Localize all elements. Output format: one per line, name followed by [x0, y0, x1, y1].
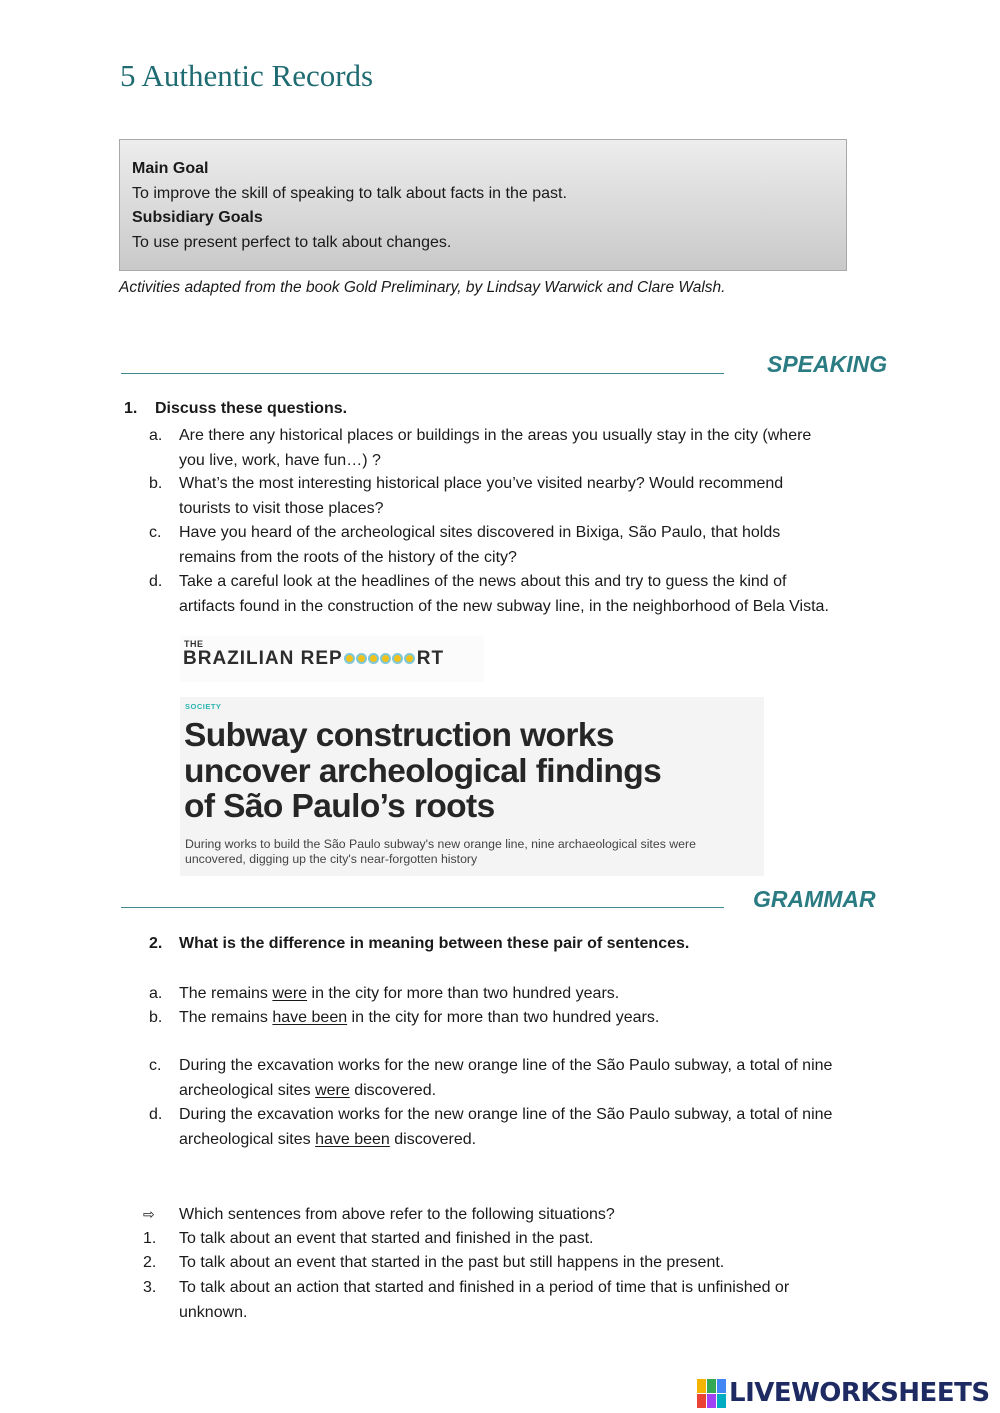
item-label: 1.: [143, 1230, 157, 1247]
goals-box: [119, 139, 847, 271]
subsidiary-goals-heading: Subsidiary Goals: [132, 209, 263, 226]
headline-line: of São Paulo’s roots: [184, 788, 495, 825]
source-credit: Activities adapted from the book Gold Preliminary, by Lindsay Warwick and Clare Walsh.: [119, 279, 726, 296]
item-text-line: To talk about an event that started in the past but still happens in the present.: [179, 1254, 725, 1271]
article-subheading: During works to build the São Paulo subway's new orange line, nine archaeological sites were uncovered, digging up the city's near-forgotten history: [185, 837, 696, 866]
question-2-number: 2.: [149, 935, 163, 952]
item-text-line: remains from the roots of the history of the city?: [179, 548, 517, 566]
logo-the: THE: [184, 639, 204, 649]
headline-line: uncover archeological findings: [184, 752, 662, 790]
item-text-line: archeological sites were discovered.: [179, 1081, 437, 1099]
prompt-text: Which sentences from above refer to the following situations?: [179, 1206, 615, 1223]
item-text-line: you live, work, have fun…) ?: [179, 451, 381, 469]
item-text-line: unknown.: [179, 1303, 248, 1321]
subsidiary-goals-text: To use present perfect to talk about changes.: [132, 233, 452, 251]
main-goal-heading: Main Goal: [132, 160, 209, 177]
item-text-line: tourists to visit those places?: [179, 499, 384, 517]
item-label: 2.: [143, 1254, 157, 1271]
article-headline: [184, 718, 759, 825]
question-1-title: Discuss these questions.: [155, 400, 348, 417]
item-text-line: Take a careful look at the headlines of the news about this and try to guess the kind of: [179, 573, 787, 590]
item-label: 3.: [143, 1279, 157, 1296]
question-1-number: 1.: [124, 400, 138, 417]
grammar-heading: GRAMMAR: [753, 886, 876, 912]
headline-line: Subway construction works: [184, 717, 614, 754]
logo-dots-icon: [344, 648, 416, 670]
logo-name-left: BRAZILIAN REP: [183, 648, 343, 670]
speaking-divider: [121, 373, 724, 374]
verb-underlined: were: [315, 1081, 350, 1099]
item-label: b.: [149, 1009, 163, 1026]
item-text-line: The remains were in the city for more than two hundred years.: [179, 985, 620, 1002]
liveworksheets-icon: [697, 1379, 726, 1408]
grammar-divider: [121, 907, 724, 908]
item-text-line: During the excavation works for the new orange line of the São Paulo subway, a total of nine: [179, 1057, 833, 1074]
item-text-line: What’s the most interesting historical place you’ve visited nearby? Would recommend: [179, 475, 784, 492]
verb-underlined: have been: [272, 1009, 348, 1026]
liveworksheets-wordmark: LIVEWORKSHEETS: [729, 1378, 990, 1408]
question-2-title: What is the difference in meaning between these pair of sentences.: [179, 935, 690, 952]
item-text-line: To talk about an action that started and finished in a period of time that is unfinished or: [179, 1279, 790, 1296]
item-label: c.: [149, 1057, 162, 1074]
verb-underlined: were: [272, 985, 308, 1002]
brazilian-report-logo: [180, 636, 484, 682]
item-text-line: archeological sites have been discovered.: [179, 1130, 477, 1148]
article-clipping: [180, 697, 764, 876]
item-text-line: artifacts found in the construction of the new subway line, in the neighborhood of Bela Vista.: [179, 597, 829, 615]
speaking-heading: SPEAKING: [767, 351, 888, 377]
item-label: b.: [149, 475, 163, 492]
logo-name-right: RT: [416, 648, 445, 670]
arrow-right-icon: ⇨: [143, 1207, 155, 1223]
page-title: 5 Authentic Records: [120, 58, 374, 93]
item-label: c.: [149, 524, 162, 541]
item-text-line: During the excavation works for the new orange line of the São Paulo subway, a total of nine: [179, 1106, 833, 1123]
item-label: a.: [149, 427, 163, 444]
item-text-line: To talk about an event that started and finished in the past.: [179, 1230, 594, 1247]
item-text-line: Are there any historical places or buildings in the areas you usually stay in the city (where: [179, 427, 812, 444]
liveworksheets-logo[interactable]: [697, 1377, 990, 1409]
main-goal-text: To improve the skill of speaking to talk about facts in the past.: [132, 184, 567, 202]
item-text-line: The remains have been in the city for more than two hundred years.: [179, 1009, 660, 1026]
verb-underlined: have been: [315, 1130, 390, 1148]
article-tag: SOCIETY: [185, 702, 222, 711]
item-label: a.: [149, 985, 163, 1002]
item-text-line: Have you heard of the archeological sites discovered in Bixiga, São Paulo, that holds: [179, 524, 781, 541]
item-label: d.: [149, 1106, 163, 1123]
logo-name: [183, 648, 444, 670]
item-label: d.: [149, 573, 163, 590]
